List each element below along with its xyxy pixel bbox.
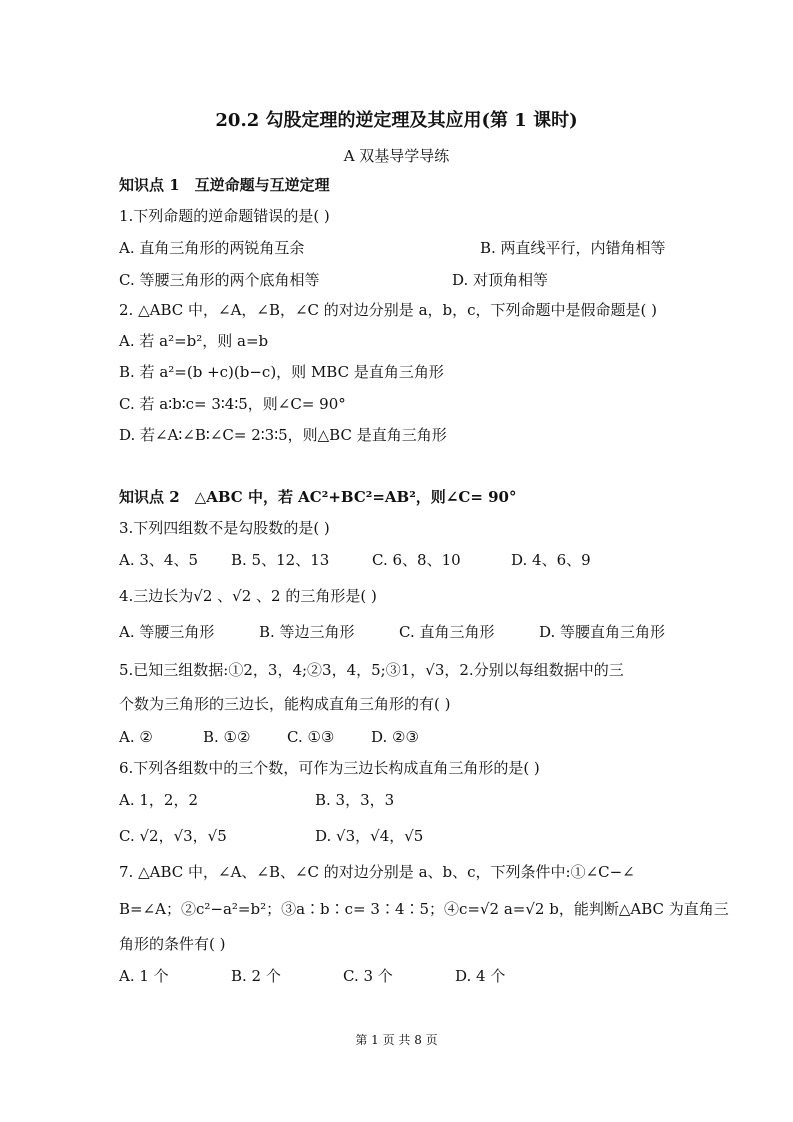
q4-option-b: B. 等边三角形	[259, 623, 355, 641]
q3-stem: 3.下列四组数不是勾股数的是( )	[119, 519, 330, 537]
q4-option-a: A. 等腰三角形	[119, 623, 215, 641]
q7-option-c: C. 3 个	[343, 967, 393, 985]
q5-option-c: C. ①③	[287, 728, 335, 746]
q5-option-a: A. ②	[119, 728, 153, 746]
q4-option-d: D. 等腰直角三角形	[539, 623, 666, 641]
q2-option-b: B. 若 a²=(b +c)(b−c)，则 MBC 是直角三角形	[119, 363, 444, 381]
page-title: 20.2 勾股定理的逆定理及其应用(第 1 课时)	[215, 110, 578, 131]
q1-option-c: C. 等腰三角形的两个底角相等	[119, 271, 320, 289]
q7-stem-line-1: 7. △ABC 中，∠A、∠B、∠C 的对边分别是 a、b、c，下列条件中:①∠C−∠	[119, 863, 635, 881]
q1-option-b: B. 两直线平行，内错角相等	[480, 239, 666, 257]
q7-option-a: A. 1 个	[119, 967, 169, 985]
q1-stem: 1.下列命题的逆命题错误的是( )	[119, 207, 330, 225]
page-subtitle: A 双基导学导练	[343, 147, 450, 165]
q3-option-d: D. 4、6、9	[511, 551, 591, 569]
q4-stem: 4.三边长为√2 、√2 、2 的三角形是( )	[119, 587, 377, 605]
q5-option-d: D. ②③	[371, 728, 419, 746]
q6-option-a: A. 1，2，2	[119, 791, 198, 809]
q2-option-a: A. 若 a²=b²，则 a=b	[119, 332, 269, 350]
q5-stem-line-1: 5.已知三组数据:①2，3，4;②3，4，5;③1，√3，2.分别以每组数据中的三	[119, 661, 624, 679]
q4-option-c: C. 直角三角形	[399, 623, 495, 641]
q6-stem: 6.下列各组数中的三个数，可作为三边长构成直角三角形的是( )	[119, 759, 540, 777]
q5-stem-line-2: 个数为三角形的三边长，能构成直角三角形的有( )	[119, 695, 451, 713]
q1-option-a: A. 直角三角形的两锐角互余	[119, 239, 305, 257]
q6-option-b: B. 3，3，3	[315, 791, 395, 809]
q6-option-c: C. √2，√3，√5	[119, 827, 227, 845]
q3-option-b: B. 5、12、13	[231, 551, 330, 569]
q3-option-a: A. 3、4、5	[119, 551, 198, 569]
page-footer: 第 1 页 共 8 页	[355, 1033, 438, 1047]
q2-stem: 2. △ABC 中，∠A，∠B，∠C 的对边分别是 a，b，c，下列命题中是假命题是( )	[119, 301, 657, 319]
q5-option-b: B. ①②	[203, 728, 251, 746]
q6-option-d: D. √3，√4，√5	[315, 827, 424, 845]
q1-option-d: D. 对顶角相等	[452, 271, 549, 289]
section-1-heading: 知识点 1 互逆命题与互逆定理	[119, 176, 330, 194]
q3-option-c: C. 6、8、10	[372, 551, 461, 569]
q7-stem-line-2: B=∠A；②c²−a²=b²；③a∶b∶c= 3∶4∶5；④c=√2 a=√2 b，能判断△ABC 为直角三	[119, 900, 729, 918]
q2-option-c: C. 若 a∶b∶c= 3∶4∶5，则∠C= 90°	[119, 395, 346, 413]
section-2-heading: 知识点 2 △ABC 中，若 AC²+BC²=AB²，则∠C= 90°	[119, 488, 517, 506]
q7-option-d: D. 4 个	[455, 967, 506, 985]
q7-option-b: B. 2 个	[231, 967, 281, 985]
q7-stem-line-3: 角形的条件有( )	[119, 935, 226, 953]
q2-option-d: D. 若∠A∶∠B∶∠C= 2∶3∶5，则△BC 是直角三角形	[119, 426, 447, 444]
